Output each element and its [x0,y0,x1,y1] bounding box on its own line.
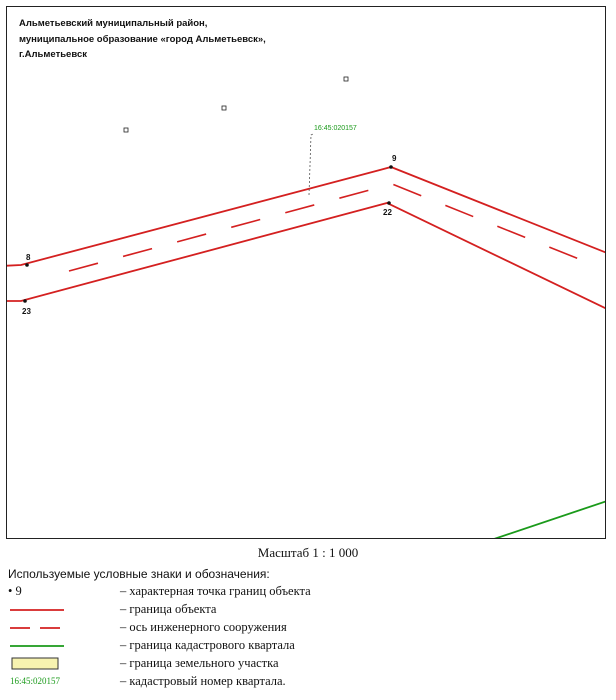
legend-desc-cadastral-boundary: – граница кадастрового квартала [120,638,295,652]
point-label-9: 9 [392,154,397,163]
legend-desc-object-boundary: – граница объекта [120,602,217,616]
scale-text: Масштаб 1 : 1 000 [257,545,359,560]
object-boundary-lower [7,203,606,309]
point-label-23: 23 [22,307,31,316]
legend-symbol-structure-axis [8,619,68,637]
legend-symbol-cadastral-number [8,673,68,691]
boundary-point-8 [25,263,29,267]
square-marker [344,77,348,81]
square-marker [222,106,226,110]
legend-symbol-cadastral-boundary [8,637,68,655]
legend-row-cadastral-number [8,673,608,691]
map-frame [6,6,606,539]
legend-desc-point: – характерная точка границ объекта [120,584,311,598]
object-boundary-upper [7,167,606,266]
legend-point-symbol-text: • 9 [8,584,22,598]
point-label-8: 8 [26,253,31,262]
legend-row-cadastral-boundary [8,637,608,655]
map-canvas [7,7,606,539]
legend-desc-structure-axis: – ось инженерного сооружения [120,620,287,634]
legend-row-structure-axis [8,619,608,637]
legend-row-parcel-boundary [8,655,608,673]
header-line-1: Альметьевский муниципальный район, [19,18,208,29]
header-line-3: г.Альметьевск [19,49,87,60]
legend-desc-parcel-boundary: – граница земельного участка [120,656,279,670]
legend-row-point [8,583,608,601]
legend-cadastral-number-sample: 16:45:020157 [10,676,61,686]
legend-symbol-object-boundary [8,601,68,619]
boundary-point-9 [389,165,393,169]
legend-symbol-parcel-boundary [8,655,68,673]
legend-title: Используемые условные знаки и обозначения: [8,567,270,581]
cadastral-label-leader [309,134,313,195]
legend-desc-cadastral-number: – кадастровый номер квартала. [120,674,286,688]
cadastral-quarter-label: 16:45:020157 [314,125,357,132]
square-marker [124,128,128,132]
point-label-22: 22 [383,208,392,217]
legend-symbol-point [8,583,68,601]
boundary-point-23 [23,299,27,303]
boundary-point-22 [387,201,391,205]
legend-row-object-boundary [8,601,608,619]
cadastral-quarter-boundary [491,501,606,539]
header-line-2: муниципальное образование «город Альметьевск», [19,34,266,45]
